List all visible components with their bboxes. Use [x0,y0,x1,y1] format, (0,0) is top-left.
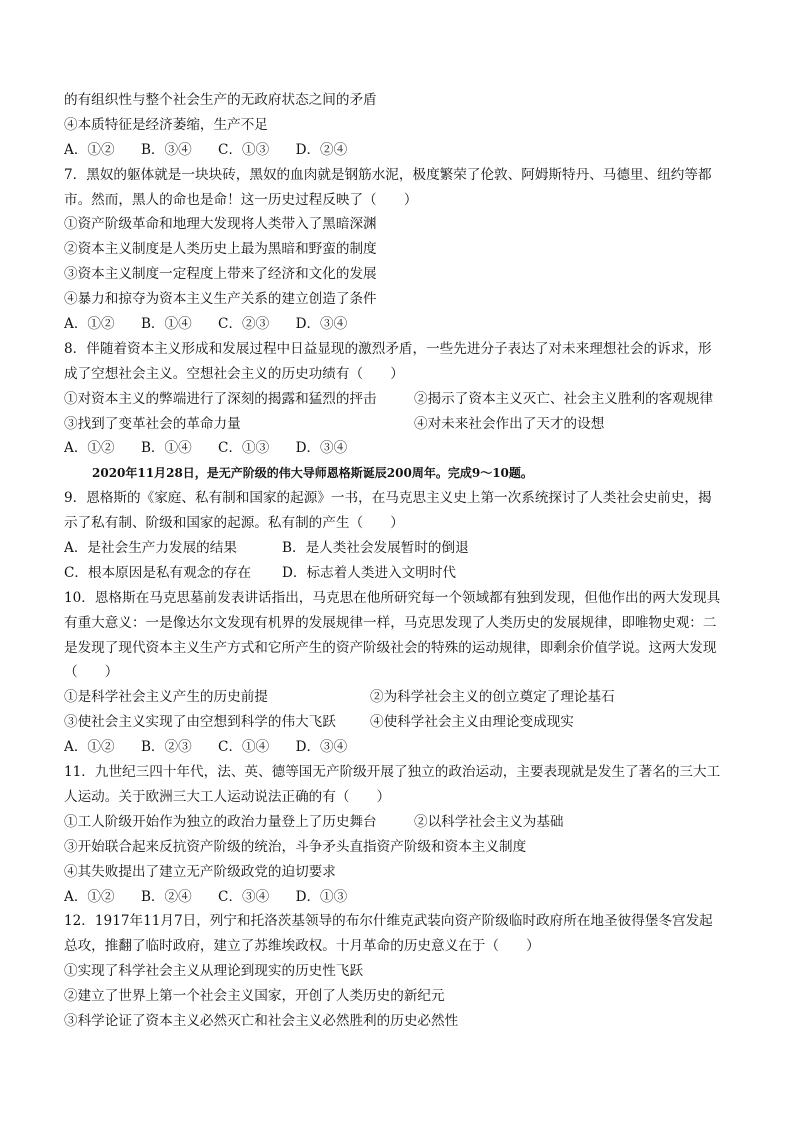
q9-option-c: C．根本原因是私有观念的存在 [64,564,252,581]
q6-statement-4: ④本质特征是经济萎缩，生产不足 [64,116,268,133]
q11-option-b: B．②④ [140,888,192,905]
q8-option-a: A．①② [64,440,115,457]
q10-statement-1: ①是科学社会主义产生的历史前提 [64,689,268,706]
q7-statement-1: ①资产阶级革命和地理大发现将人类带入了黑暗深渊 [64,216,377,233]
q11-option-d: D．①③ [295,888,348,905]
q8-option-d: D．③④ [295,440,348,457]
q8-options [64,436,734,461]
q10-stem-line-2: 有重大意义：一是像达尔文发现有机界的发展规律一样，马克思发现了人类历史的发展规律，即唯物史观：二 [64,614,717,631]
q8-statements-row-1 [64,387,734,412]
q6-option-a: A．①② [64,141,115,158]
q11-statement-2: ②以科学社会主义为基础 [414,813,564,830]
q7-option-c: C．②③ [218,316,270,333]
q9-option-d: D．标志着人类进入文明时代 [282,564,457,581]
q8-option-c: C．①③ [218,440,270,457]
q11-statement-1: ①工人阶级开始作为独立的政治力量登上了历史舞台 [64,813,377,830]
q10-option-d: D．③④ [295,739,348,756]
q9-stem-line-2: 示了私有制、阶级和国家的起源。私有制的产生（ ） [64,515,404,532]
q10-stem-line-3: 是发现了现代资本主义生产方式和它所产生的资产阶级社会的特殊的运动规律，即剩余价值学说。这两大发现 [64,639,717,656]
q11-statements-row-1 [64,810,734,835]
q7-statement-2: ②资本主义制度是人类历史上最为黑暗和野蛮的制度 [64,241,377,258]
q9-stem-line-1: 9．恩格斯的《家庭、私有制和国家的起源》一书，在马克思主义史上第一次系统探讨了人类社会史前史，揭 [64,490,712,507]
q8-option-b: B．①④ [140,440,192,457]
q10-statements-row-1 [64,685,734,710]
q9-option-a: A．是社会生产力发展的结果 [64,540,237,557]
q7-option-b: B．①④ [140,316,192,333]
q9-options-row-1 [64,536,734,561]
q11-stem-line-2: 人运动。关于欧洲三大工人运动说法正确的有（ ） [64,788,391,805]
q6-option-d: D．②④ [295,141,348,158]
q8-statement-1: ①对资本主义的弊端进行了深刻的揭露和猛烈的抨击 [64,390,377,407]
q6-option-b: B．③④ [140,141,192,158]
q11-statement-3: ③开始联合起来反抗资产阶级的统治，斗争矛头直指资产阶级和资本主义制度 [64,838,527,855]
q8-stem-line-1: 8．伴随着资本主义形成和发展过程中日益显现的激烈矛盾，一些先进分子表达了对未来理想社会的诉求，形 [64,340,712,357]
q10-stem-line-4: （ ） [64,664,119,681]
q12-statement-2: ②建立了世界上第一个社会主义国家，开创了人类历史的新纪元 [64,988,445,1005]
q10-option-a: A．①② [64,739,115,756]
q7-option-a: A．①② [64,316,115,333]
q6-options [64,138,734,163]
q12-stem-line-2: 总攻，推翻了临时政府，建立了苏维埃政权。十月革命的历史意义在于（ ） [64,938,540,955]
q8-statement-3: ③找到了变革社会的革命力量 [64,415,241,432]
q12-statement-3: ③科学论证了资本主义必然灭亡和社会主义必然胜利的历史必然性 [64,1012,459,1029]
q8-stem-line-2: 成了空想社会主义。空想社会主义的历史功绩有（ ） [64,365,404,382]
q8-statement-4: ④对未来社会作出了天才的设想 [414,415,605,432]
q9-options-row-2 [64,561,734,586]
q7-statement-3: ③资本主义制度一定程度上带来了经济和文化的发展 [64,266,377,283]
q11-option-a: A．①② [64,888,115,905]
q11-option-c: C．③④ [218,888,270,905]
q9-option-b: B．是人类社会发展暂时的倒退 [282,540,469,557]
q12-statement-1: ①实现了科学社会主义从理论到现实的历史性飞跃 [64,963,364,980]
q12-stem-line-1: 12．1917年11月7日，列宁和托洛茨基领导的布尔什维克武装向资产阶级临时政府所在地圣彼得堡冬宫发起 [64,913,713,930]
q11-options [64,885,734,910]
q7-stem-line-1: 7．黑奴的躯体就是一块块砖，黑奴的血肉就是钢筋水泥，极度繁荣了伦敦、阿姆斯特丹、马德里、纽约等都 [64,166,712,183]
q8-statements-row-2 [64,412,734,437]
q10-statement-4: ④使科学社会主义由理论变成现实 [370,714,574,731]
q7-stem-line-2: 市。然而，黑人的命也是命！这一历史过程反映了（ ） [64,191,418,208]
q11-stem-line-1: 11．九世纪三四十年代，法、英、德等国无产阶级开展了独立的政治运动，主要表现就是发生了著名的三大工 [64,764,721,781]
q10-option-c: C．①④ [218,739,270,756]
q11-statement-4: ④其失败提出了建立无产阶级政党的迫切要求 [64,863,336,880]
material-intro: 2020年11月28日，是无产阶级的伟大导师恩格斯诞辰200周年。完成9～10题。 [92,466,533,481]
q10-statement-3: ③使社会主义实现了由空想到科学的伟大飞跃 [64,714,336,731]
q10-stem-line-1: 10．恩格斯在马克思墓前发表讲话指出，马克思在他所研究每一个领域都有独到发现，但他作出的两大发现具 [64,589,721,606]
exam-page [64,88,734,1034]
q10-statements-row-2 [64,710,734,735]
q7-options [64,312,734,337]
q10-option-b: B．②③ [140,739,192,756]
q7-option-d: D．③④ [295,316,348,333]
q6-stem-continuation: 的有组织性与整个社会生产的无政府状态之间的矛盾 [64,92,377,108]
q10-options [64,735,734,760]
q7-statement-4: ④暴力和掠夺为资本主义生产关系的建立创造了条件 [64,291,377,308]
q6-option-c: C．①③ [218,141,270,158]
q10-statement-2: ②为科学社会主义的创立奠定了理论基石 [370,689,615,706]
q8-statement-2: ②揭示了资本主义灭亡、社会主义胜利的客观规律 [414,390,714,407]
